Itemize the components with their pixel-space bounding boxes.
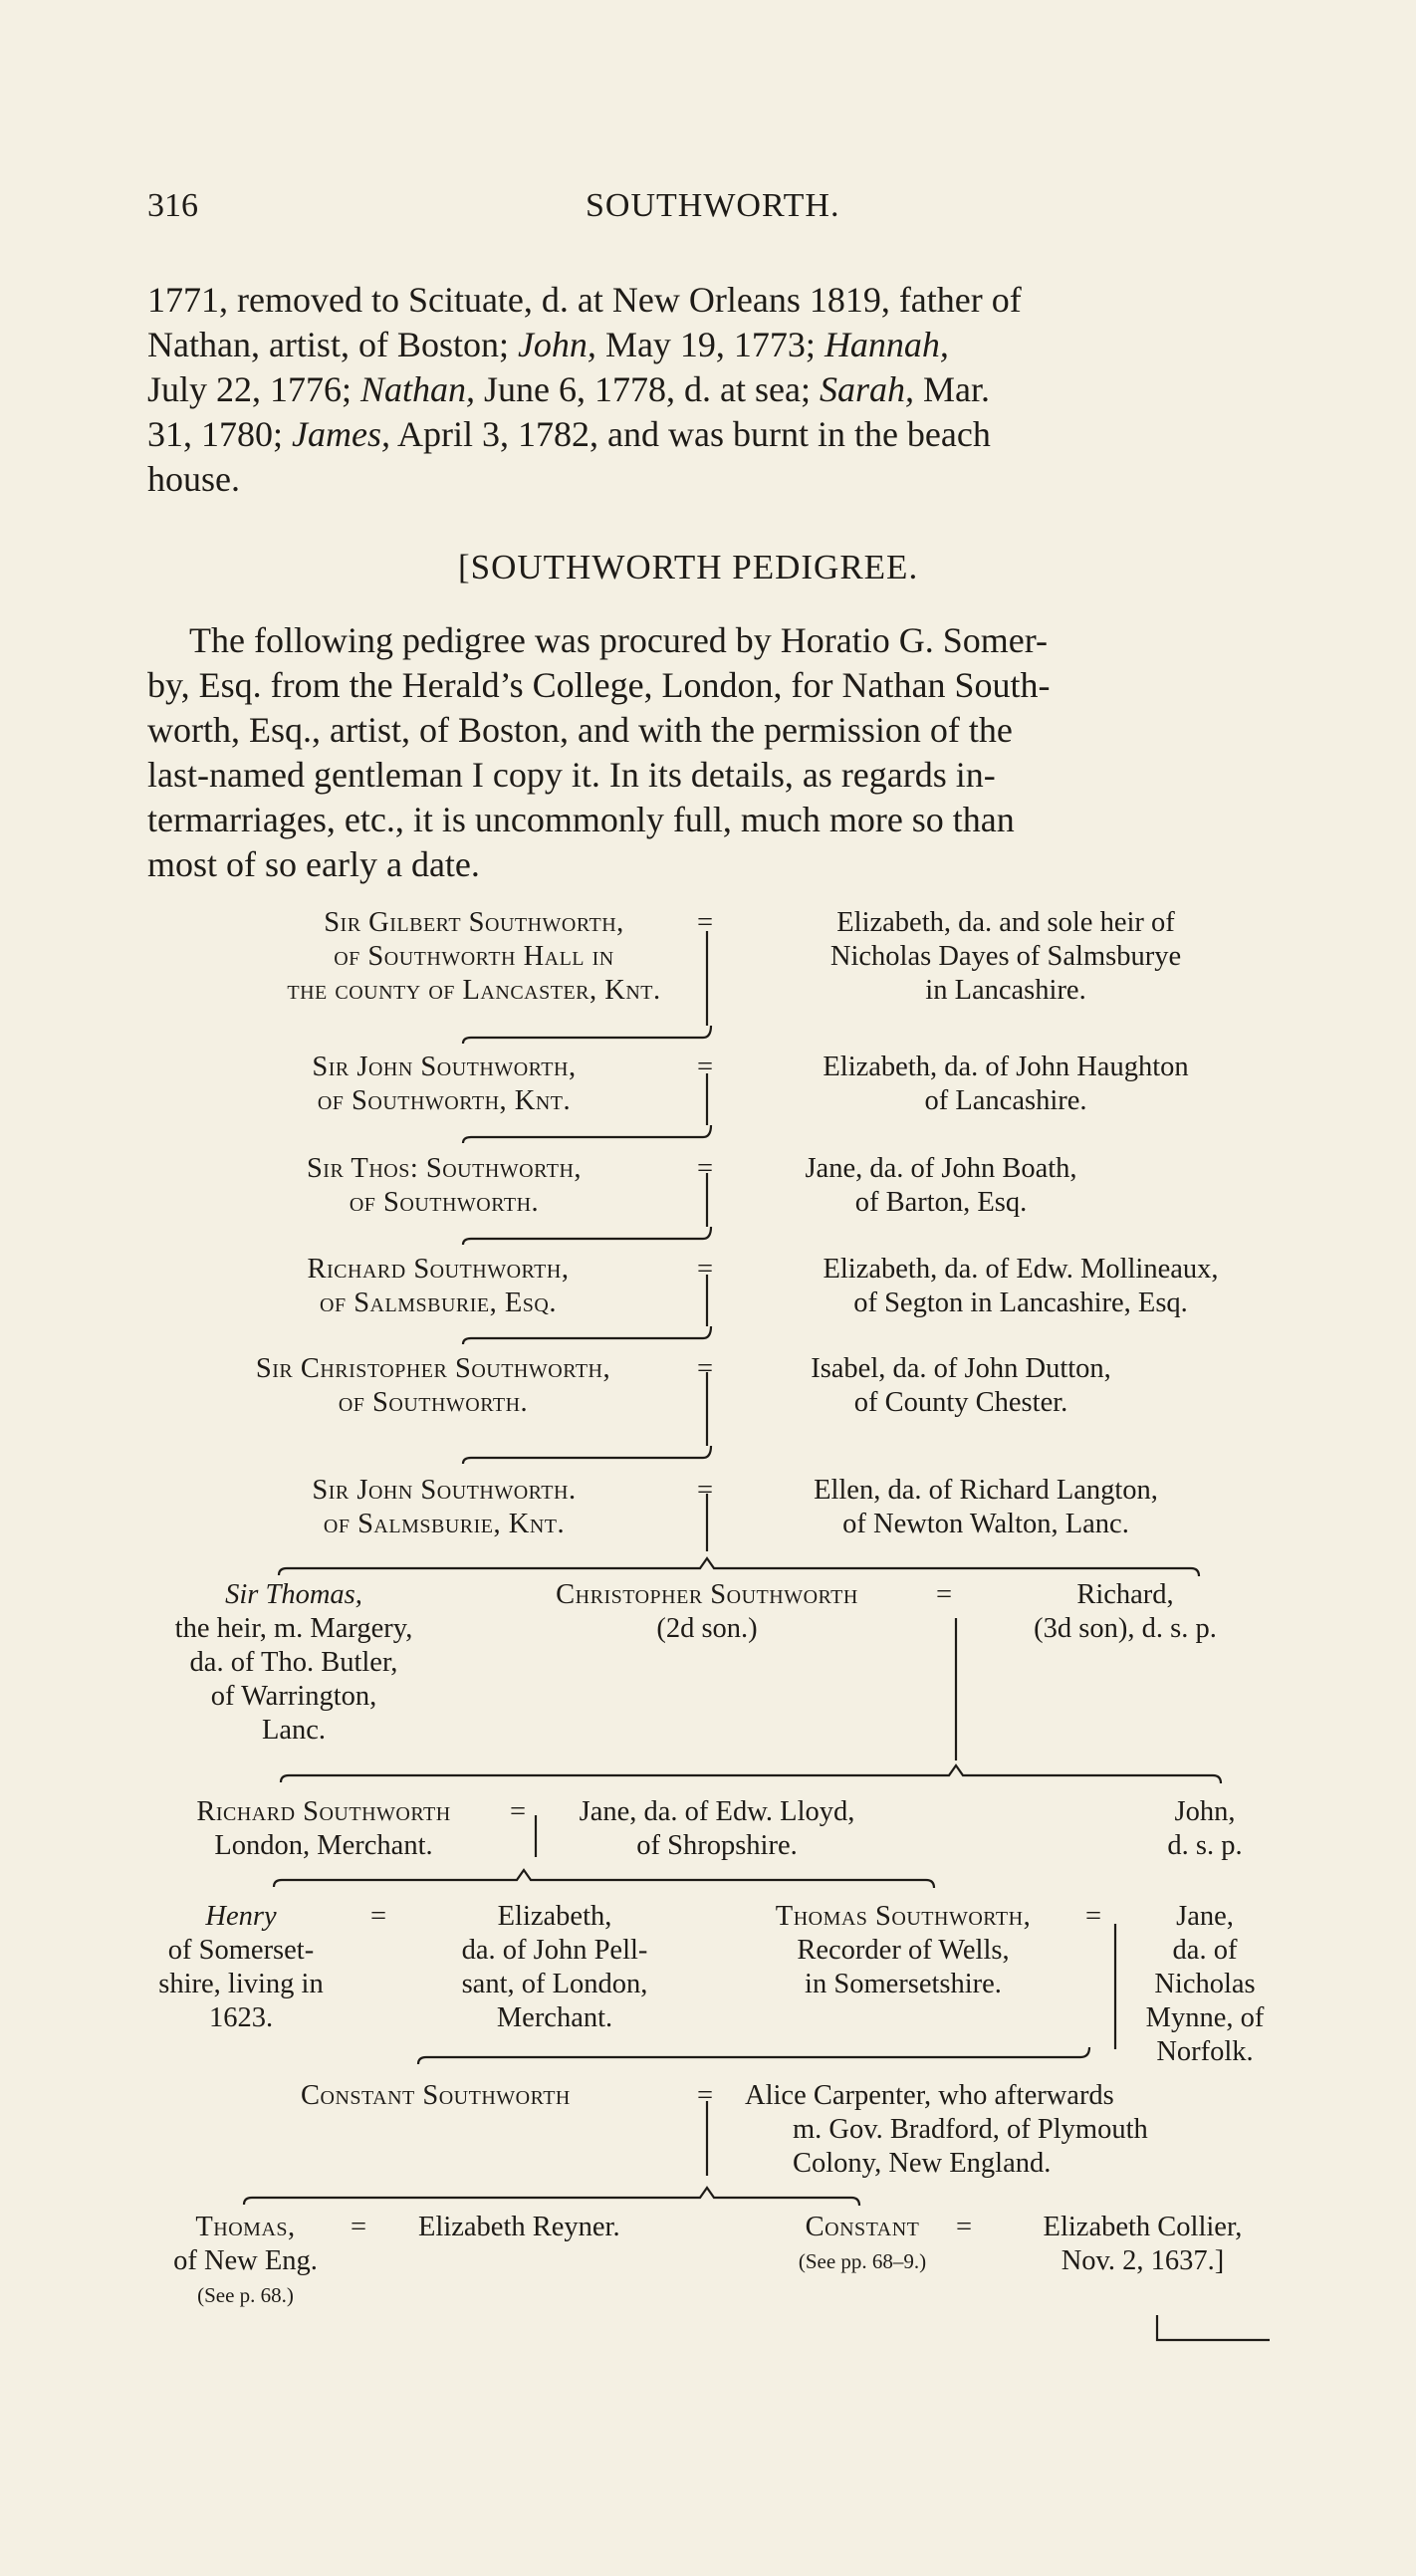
name-line: Isabel, da. of John Dutton, xyxy=(811,1353,1111,1384)
name-line: Elizabeth, da. and sole heir of xyxy=(836,907,1175,938)
name-line: Elizabeth, da. of Edw. Mollineaux, xyxy=(823,1254,1219,1285)
gen5-husband xyxy=(169,1352,697,1420)
detail-line: (3d son), d. s. p. xyxy=(1034,1613,1217,1644)
detail-line: in Somersetshire. xyxy=(805,1969,1002,1999)
child-name: Hannah, xyxy=(824,325,949,364)
marriage-sign: = xyxy=(697,1153,714,1184)
descent-bracket xyxy=(463,1227,711,1245)
gen11-thomas-wife: Elizabeth Reyner. xyxy=(418,2212,620,2242)
detail-line: of Lancashire. xyxy=(924,1085,1087,1116)
text-line: termarriages, etc., it is uncommonly full, much more so than xyxy=(147,800,1015,839)
detail-line: Merchant. xyxy=(496,2002,613,2033)
gen11-thomas xyxy=(133,2211,357,2312)
section-title: [SOUTHWORTH PEDIGREE. xyxy=(458,548,919,586)
name-line: Elizabeth, da. of John Haughton xyxy=(823,1052,1189,1082)
text-span: April 3, 1782, and was burnt in the beach xyxy=(389,414,991,454)
gen10-constant: Constant Southworth xyxy=(301,2080,571,2111)
name-line: Ellen, da. of Richard Langton, xyxy=(814,1475,1158,1506)
gen9-henry xyxy=(131,1900,351,2035)
detail-line: Norfolk. xyxy=(1156,2036,1254,2067)
text-span: May 19, 1773; xyxy=(595,325,825,364)
text-line: The following pedigree was procured by Horatio G. Somer- xyxy=(189,620,1049,660)
detail-line: da. of Tho. Butler, xyxy=(189,1647,398,1678)
end-mark xyxy=(1157,2315,1270,2340)
name-line: Sir Thos: Southworth, xyxy=(306,1153,583,1184)
detail-line: of County Chester. xyxy=(853,1387,1068,1418)
gen4-wife xyxy=(742,1253,1299,1320)
name-line: Richard, xyxy=(1076,1579,1174,1610)
name-line: Elizabeth, xyxy=(497,1901,612,1932)
marriage-sign: = xyxy=(697,1052,714,1082)
gen3-husband xyxy=(245,1152,643,1220)
detail-line: of Newton Walton, Lanc. xyxy=(842,1509,1129,1539)
gen11-constant xyxy=(763,2211,962,2278)
name-line: Richard Southworth xyxy=(196,1796,451,1827)
detail-line: Nicholas xyxy=(1154,1969,1256,1999)
name-line: Jane, xyxy=(1176,1901,1234,1932)
text-span: July 22, 1776; xyxy=(147,369,361,409)
gen8-john xyxy=(1125,1795,1285,1863)
detail-line: in Lancashire. xyxy=(925,975,1086,1006)
child-name: James, xyxy=(292,414,390,454)
name-line: Christopher Southworth xyxy=(556,1579,858,1610)
gen9-thomas xyxy=(719,1900,1087,2001)
marriage-sign: = xyxy=(697,1254,714,1285)
gen11-constant-wife xyxy=(996,2211,1290,2278)
italic-name: Sir Thomas, xyxy=(225,1579,362,1610)
detail-line: Nicholas Dayes of Salmsburye xyxy=(829,941,1182,972)
marriage-sign: = xyxy=(1085,1901,1102,1932)
detail-line: 1623. xyxy=(208,2002,274,2033)
text-line: most of so early a date. xyxy=(147,844,480,884)
gen7-sir-thomas xyxy=(139,1578,448,1748)
detail-line: the heir, m. Margery, xyxy=(174,1613,413,1644)
descent-bracket xyxy=(463,1125,711,1143)
marriage-sign: = xyxy=(697,1353,714,1384)
marriage-sign: = xyxy=(370,1901,387,1932)
marriage-sign: = xyxy=(697,907,714,938)
name-line: Sir Christopher Southworth, xyxy=(255,1353,611,1384)
text-span: 31, 1780; xyxy=(147,414,293,454)
child-name: Nathan, xyxy=(360,369,476,409)
italic-name: Henry xyxy=(205,1901,277,1932)
children-bracket xyxy=(281,1765,1221,1783)
name-line: Sir Gilbert Southworth, xyxy=(324,907,624,938)
detail-line: of Salmsburie, Knt. xyxy=(323,1509,566,1539)
gen9-thomas-wife xyxy=(1120,1900,1290,2069)
descent-bracket xyxy=(463,1446,711,1464)
name-line: Jane, da. of John Boath, xyxy=(805,1153,1077,1184)
marriage-sign: = xyxy=(697,2080,714,2111)
marriage-sign: = xyxy=(956,2212,973,2242)
detail-line: of Shropshire. xyxy=(636,1830,798,1861)
text-span: Mar. xyxy=(913,369,990,409)
name-line: Sir John Southworth. xyxy=(312,1475,577,1506)
gen10-wife xyxy=(745,2079,1148,2181)
detail-line: Recorder of Wells, xyxy=(797,1935,1010,1966)
gen1-husband xyxy=(245,906,703,1008)
children-bracket xyxy=(244,2188,859,2206)
children-bracket xyxy=(274,1870,934,1888)
name-line: John, xyxy=(1174,1796,1236,1827)
marriage-sign: = xyxy=(351,2212,367,2242)
detail-line: of Southworth Hall in xyxy=(334,941,614,972)
text-line: worth, Esq., artist, of Boston, and with the permission of the xyxy=(147,710,1013,750)
detail-line: London, Merchant. xyxy=(214,1830,433,1861)
detail-line: sant, of London, xyxy=(461,1969,648,1999)
detail-line: m. Gov. Bradford, of Plymouth xyxy=(793,2114,1148,2145)
children-bracket xyxy=(279,1558,1199,1576)
detail-line: of Barton, Esq. xyxy=(854,1187,1028,1218)
name-line: Thomas Southworth, xyxy=(775,1901,1032,1932)
detail-line: of Segton in Lancashire, Esq. xyxy=(853,1288,1188,1318)
child-name: Sarah, xyxy=(819,369,914,409)
name-line: Jane, da. of Edw. Lloyd, xyxy=(579,1796,855,1827)
gen7-richard xyxy=(976,1578,1275,1646)
detail-line: da. of xyxy=(1172,1935,1238,1966)
descent-bracket xyxy=(418,2047,1089,2064)
gen8-richard xyxy=(139,1795,508,1863)
detail-line: shire, living in xyxy=(158,1969,324,1999)
detail-line: of Somerset- xyxy=(167,1935,315,1966)
detail-line: Lanc. xyxy=(261,1715,327,1746)
child-name: John, xyxy=(517,325,596,364)
marriage-sign: = xyxy=(697,1475,714,1506)
detail-line: of Southworth. xyxy=(349,1187,540,1218)
text-line: 1771, removed to Scituate, d. at New Orleans 1819, father of xyxy=(147,280,1022,320)
descent-bracket xyxy=(463,1026,711,1044)
name-line: Richard Southworth, xyxy=(307,1254,570,1285)
marriage-sign: = xyxy=(936,1579,953,1610)
detail-line: da. of John Pell- xyxy=(461,1935,648,1966)
name-line: Sir John Southworth, xyxy=(312,1052,577,1082)
name-line: Constant xyxy=(805,2212,920,2242)
detail-line: Nov. 2, 1637.] xyxy=(1061,2245,1225,2276)
gen5-wife xyxy=(742,1352,1180,1420)
page-number: 316 xyxy=(147,187,198,224)
detail-line: (2d son.) xyxy=(656,1613,758,1644)
gen9-henry-wife xyxy=(410,1900,699,2035)
descent-bracket xyxy=(463,1326,711,1344)
detail-line: Mynne, of xyxy=(1145,2002,1265,2033)
name-line: Elizabeth Collier, xyxy=(1043,2212,1243,2242)
detail-line: of Southworth, Knt. xyxy=(317,1085,572,1116)
detail-line: of Salmsburie, Esq. xyxy=(320,1288,557,1318)
reference-note: (See pp. 68–9.) xyxy=(798,2249,927,2273)
name-line xyxy=(139,1578,448,1612)
gen2-wife xyxy=(742,1051,1270,1118)
text-span: June 6, 1778, d. at sea; xyxy=(475,369,820,409)
gen2-husband xyxy=(245,1051,643,1118)
text-span: Nathan, artist, of Boston; xyxy=(147,325,518,364)
gen4-husband xyxy=(239,1253,637,1320)
text-line: house. xyxy=(147,459,240,499)
marriage-sign: = xyxy=(510,1796,527,1827)
detail-line: d. s. p. xyxy=(1167,1830,1243,1861)
detail-line: Colony, New England. xyxy=(793,2148,1052,2179)
detail-line: of Southworth. xyxy=(338,1387,529,1418)
detail-line: of Warrington, xyxy=(210,1681,377,1712)
detail-line: of New Eng. xyxy=(173,2245,318,2276)
running-title: SOUTHWORTH. xyxy=(586,187,840,224)
name-line xyxy=(131,1900,351,1934)
reference-note: (See p. 68.) xyxy=(197,2283,294,2307)
text-line: last-named gentleman I copy it. In its details, as regards in- xyxy=(147,755,996,795)
gen3-wife xyxy=(742,1152,1140,1220)
gen7-christopher xyxy=(488,1578,926,1646)
gen6-wife xyxy=(742,1474,1230,1541)
name-line: Alice Carpenter, who afterwards xyxy=(745,2080,1114,2111)
name-line: Thomas, xyxy=(195,2212,296,2242)
detail-line: the county of Lancaster, Knt. xyxy=(287,975,661,1006)
text-line: by, Esq. from the Herald’s College, London, for Nathan South- xyxy=(147,665,1051,705)
gen1-wife xyxy=(737,906,1275,1008)
gen6-husband xyxy=(245,1474,643,1541)
gen8-wife xyxy=(548,1795,886,1863)
